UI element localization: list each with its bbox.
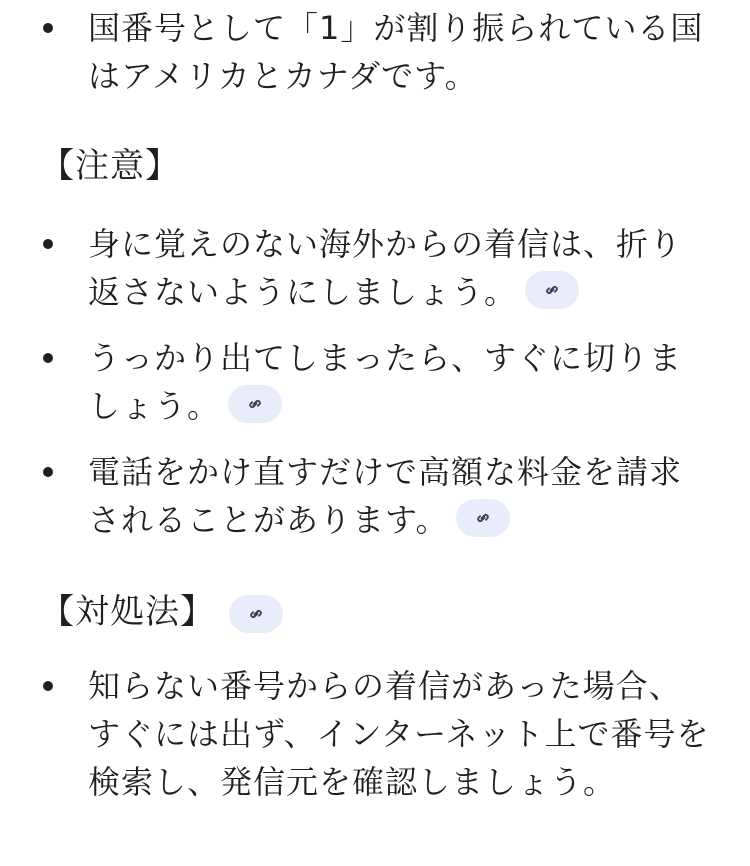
country-code-list: [0, 4, 750, 100]
citation-link-button[interactable]: [229, 595, 283, 633]
caution-list: [0, 220, 750, 544]
link-icon: [473, 508, 493, 528]
bullet-icon: [43, 353, 53, 363]
countermeasure-heading: 【対処法】: [40, 592, 215, 632]
countermeasure-list: [0, 662, 750, 806]
list-item: [0, 220, 750, 316]
bullet-icon: [43, 23, 53, 33]
bullet-icon: [43, 239, 53, 249]
citation-link-button[interactable]: [228, 385, 282, 423]
list-item: [0, 662, 750, 806]
link-icon: [246, 604, 266, 624]
list-item-text: 知らない番号からの着信があった場合、すぐには出ず、インターネット上で番号を検索し、発信元を確認しましょう。: [88, 667, 710, 801]
citation-link-button[interactable]: [456, 499, 510, 537]
bullet-icon: [43, 681, 53, 691]
list-item-text: 電話をかけ直すだけで高額な料金を請求されることがあります。: [88, 453, 683, 539]
list-item-text: うっかり出てしまったら、すぐに切りましょう。: [88, 339, 683, 425]
list-item: [0, 448, 750, 544]
link-icon: [245, 394, 265, 414]
list-item: [0, 334, 750, 430]
bullet-icon: [43, 467, 53, 477]
link-icon: [542, 280, 562, 300]
countermeasure-heading-row: [40, 587, 283, 637]
list-item-text: 身に覚えのない海外からの着信は、折り返さないようにしましょう。: [88, 225, 683, 311]
citation-link-button[interactable]: [525, 271, 579, 309]
caution-heading: 【注意】: [40, 146, 180, 186]
list-item: [0, 4, 750, 100]
list-item-text: 国番号として「1」が割り振られている国はアメリカとカナダです。: [88, 9, 704, 95]
